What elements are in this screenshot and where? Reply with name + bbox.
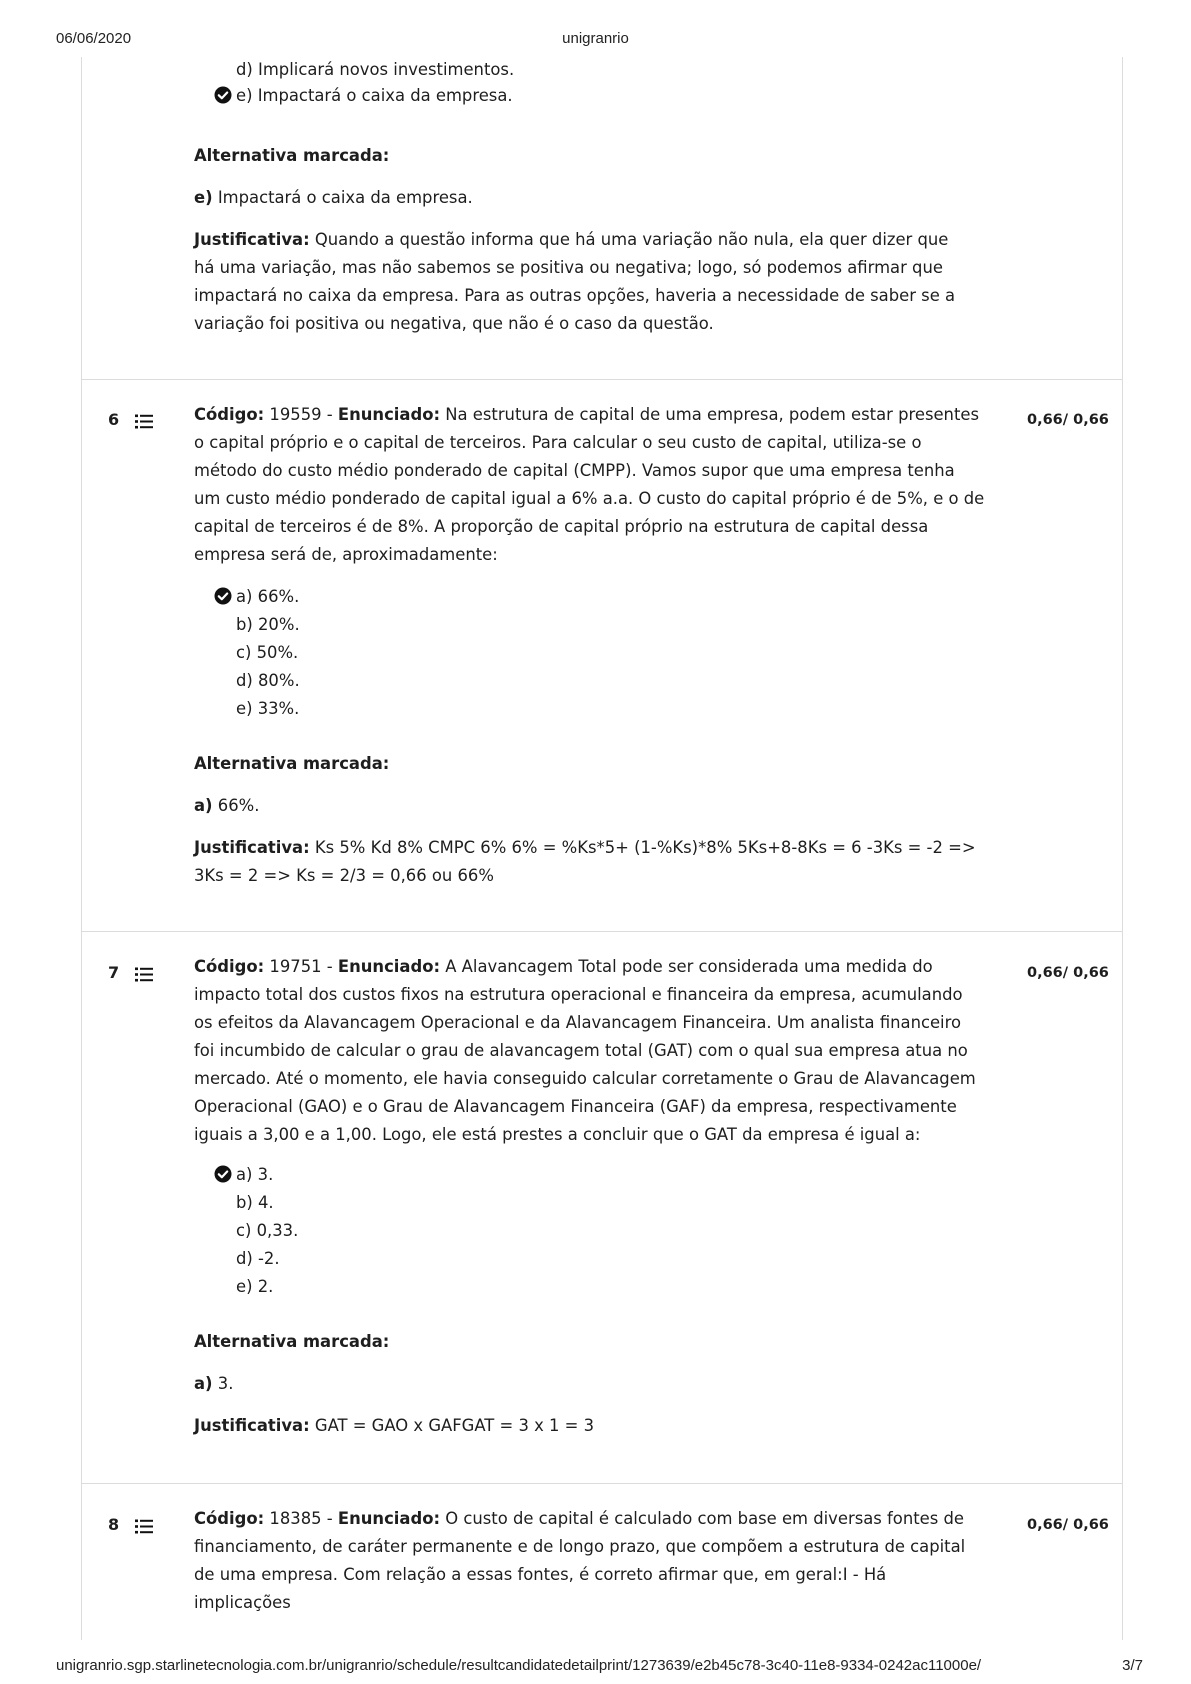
q7-number: 7 — [108, 963, 120, 982]
q7-justification-label: Justificativa: — [194, 1416, 310, 1435]
q6-statement-label: Enunciado: — [337, 405, 441, 424]
q6-option-b: b) 20%. — [236, 615, 300, 634]
q7-statement — [194, 953, 986, 1149]
q6-marked-text: 66%. — [212, 796, 260, 815]
q7-statement-text: A Alavancagem Total pode ser considerada uma medida do impacto total dos custos fixos na estrutura operacional e financeira da empresa, acumulando os efeitos da Alavancagem Operacional e da Alavancagem Financeira. Um analista financeiro foi incumbido de calcular o grau de alavancagem total (GAT) com o qual sua empresa atua no mercado. Até o momento, ele havia conseguido calcular corretamente o Grau de Alavancagem Operacional (GAO) e o Grau de Alavancagem Financeira (GAF) da empresa, respectivamente iguais a 3,00 e a 1,00. Logo, ele está prestes a concluir que o GAT da empresa é igual a: — [194, 957, 976, 1144]
q5-marked-letter: e) — [194, 188, 213, 207]
q7-option-e: e) 2. — [236, 1277, 274, 1296]
q8-statement-text: O custo de capital é calculado com base em diversas fontes de financiamento, de caráter permanente e de longo prazo, que compõem a estrutura de capital de uma empresa. Com relação a essas fontes, é correto afirmar que, em geral:I - Há implicações — [194, 1509, 966, 1612]
q5-marked-answer — [194, 184, 964, 212]
q7-code-label: Código: — [194, 957, 265, 976]
q6-marked-answer — [194, 792, 964, 820]
q5-marked-text: Impactará o caixa da empresa. — [212, 188, 473, 207]
q6-option-c: c) 50%. — [236, 643, 299, 662]
q7-option-c: c) 0,33. — [236, 1221, 299, 1240]
q6-marked-heading: Alternativa marcada: — [194, 754, 390, 773]
q8-score: 0,66/ 0,66 — [1027, 1517, 1109, 1533]
q7-marked-answer — [194, 1370, 964, 1398]
print-header — [0, 30, 1191, 50]
question-separator — [81, 379, 1123, 380]
q7-option-a: a) 3. — [236, 1165, 274, 1184]
page-frame-left — [81, 57, 82, 1640]
question-separator — [81, 931, 1123, 932]
q7-option-b: b) 4. — [236, 1193, 274, 1212]
q7-marked-heading: Alternativa marcada: — [194, 1332, 390, 1351]
check-circle-icon — [214, 587, 232, 605]
question-separator — [81, 1483, 1123, 1484]
q6-score: 0,66/ 0,66 — [1027, 412, 1109, 428]
print-url: unigranrio.sgp.starlinetecnologia.com.br/unigranrio/schedule/resultcandidatedetailprint/1273639/e2b45c78-3c40-11e8-9334-0242ac11000e/ — [56, 1657, 982, 1674]
print-footer — [0, 1657, 1191, 1677]
q7-justification — [194, 1412, 964, 1440]
q8-statement-label: Enunciado: — [337, 1509, 441, 1528]
q6-justification-label: Justificativa: — [194, 838, 310, 857]
q8-code-label: Código: — [194, 1509, 265, 1528]
q6-option-e: e) 33%. — [236, 699, 300, 718]
q5-marked-heading: Alternativa marcada: — [194, 146, 390, 165]
q6-code-label: Código: — [194, 405, 265, 424]
q5-justification-label: Justificativa: — [194, 230, 310, 249]
q6-statement-text: Na estrutura de capital de uma empresa, podem estar presentes o capital próprio e o capital de terceiros. Para calcular o seu custo de capital, utiliza-se o método do custo médio ponderado de capital (CMPP). Vamos supor que uma empresa tenha um custo médio ponderado de capital igual a 6% a.a. O custo do capital próprio é de 5%, e o de capital de terceiros é de 8%. A proporção de capital próprio na estrutura de capital dessa empresa será de, aproximadamente: — [194, 405, 985, 564]
q6-code: 19559 - — [264, 405, 338, 424]
q6-marked-letter: a) — [194, 796, 213, 815]
q6-option-a: a) 66%. — [236, 587, 300, 606]
q7-marked-letter: a) — [194, 1374, 213, 1393]
q8-number: 8 — [108, 1515, 120, 1534]
q6-statement — [194, 401, 986, 569]
q5-justification — [194, 226, 964, 338]
q5-justification-text: Quando a questão informa que há uma variação não nula, ela quer dizer que há uma variação, mas não sabemos se positiva ou negativa; logo, só podemos afirmar que impactará no caixa da empresa. Para as outras opções, haveria a necessidade de saber se a variação foi positiva ou negativa, que não é o caso da questão. — [194, 230, 956, 333]
q8-code: 18385 - — [264, 1509, 338, 1528]
q6-option-d: d) 80%. — [236, 671, 300, 690]
q5-option-e: e) Impactará o caixa da empresa. — [236, 86, 513, 105]
print-site-title: unigranrio — [562, 30, 629, 47]
page-frame-right — [1122, 57, 1123, 1640]
q6-justification-text: Ks 5% Kd 8% CMPC 6% 6% = %Ks*5+ (1-%Ks)*8% 5Ks+8-8Ks = 6 -3Ks = -2 => 3Ks = 2 => Ks = 2/3 = 0,66 ou 66% — [194, 838, 976, 885]
check-circle-icon — [214, 86, 232, 104]
q5-option-d: d) Implicará novos investimentos. — [236, 60, 515, 79]
q7-option-d: d) -2. — [236, 1249, 280, 1268]
q6-number: 6 — [108, 410, 120, 429]
q6-justification — [194, 834, 994, 890]
list-icon[interactable] — [135, 414, 153, 429]
q7-justification-text: GAT = GAO x GAFGAT = 3 x 1 = 3 — [309, 1416, 595, 1435]
q7-statement-label: Enunciado: — [337, 957, 441, 976]
page-number: 3/7 — [1122, 1657, 1143, 1674]
q7-code: 19751 - — [264, 957, 338, 976]
check-circle-icon — [214, 1165, 232, 1183]
q7-marked-text: 3. — [212, 1374, 234, 1393]
list-icon[interactable] — [135, 1519, 153, 1534]
q8-statement — [194, 1505, 986, 1617]
q7-score: 0,66/ 0,66 — [1027, 965, 1109, 981]
print-date: 06/06/2020 — [56, 30, 132, 47]
list-icon[interactable] — [135, 967, 153, 982]
